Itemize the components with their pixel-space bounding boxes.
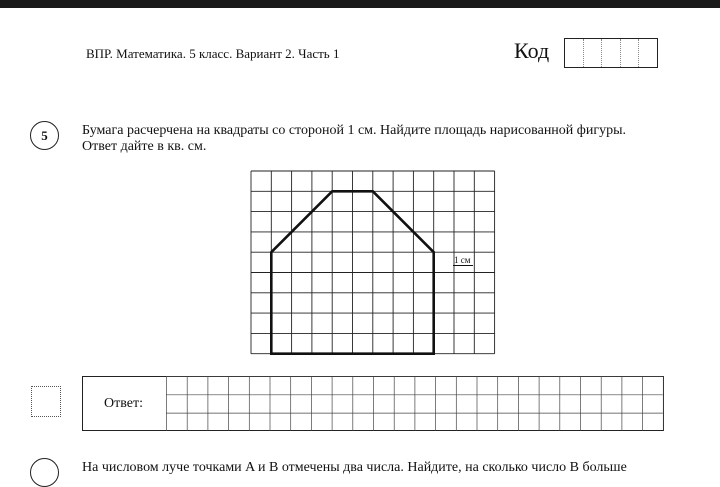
top-bar (0, 0, 720, 8)
task-statement (82, 123, 672, 155)
answer-label: Ответ: (104, 396, 143, 411)
code-cell[interactable] (584, 39, 603, 67)
unit-segment (453, 265, 473, 266)
task-text-line-2: Ответ дайте в кв. см. (82, 139, 207, 154)
answer-cells[interactable] (166, 376, 664, 431)
task-number: 5 (41, 127, 48, 143)
unit-label: 1 см (454, 255, 471, 265)
task-number-badge (30, 121, 59, 150)
page-header: ВПР. Математика. 5 класс. Вариант 2. Часть 1 (86, 46, 340, 61)
task-text-line-1: Бумага расчерчена на квадраты со стороной 1 см. Найдите площадь нарисованной фигуры. (82, 123, 627, 138)
score-box (31, 386, 61, 417)
code-cell[interactable] (639, 39, 657, 67)
code-cell[interactable] (565, 39, 584, 67)
code-label: Код (514, 38, 550, 63)
next-task-text: На числовом луче точками A и B отмечены два числа. Найдите, на сколько число B больше (82, 460, 627, 475)
code-cell[interactable] (602, 39, 621, 67)
next-task-badge (30, 458, 59, 487)
code-cell[interactable] (621, 39, 640, 67)
code-input-box[interactable] (564, 38, 658, 68)
